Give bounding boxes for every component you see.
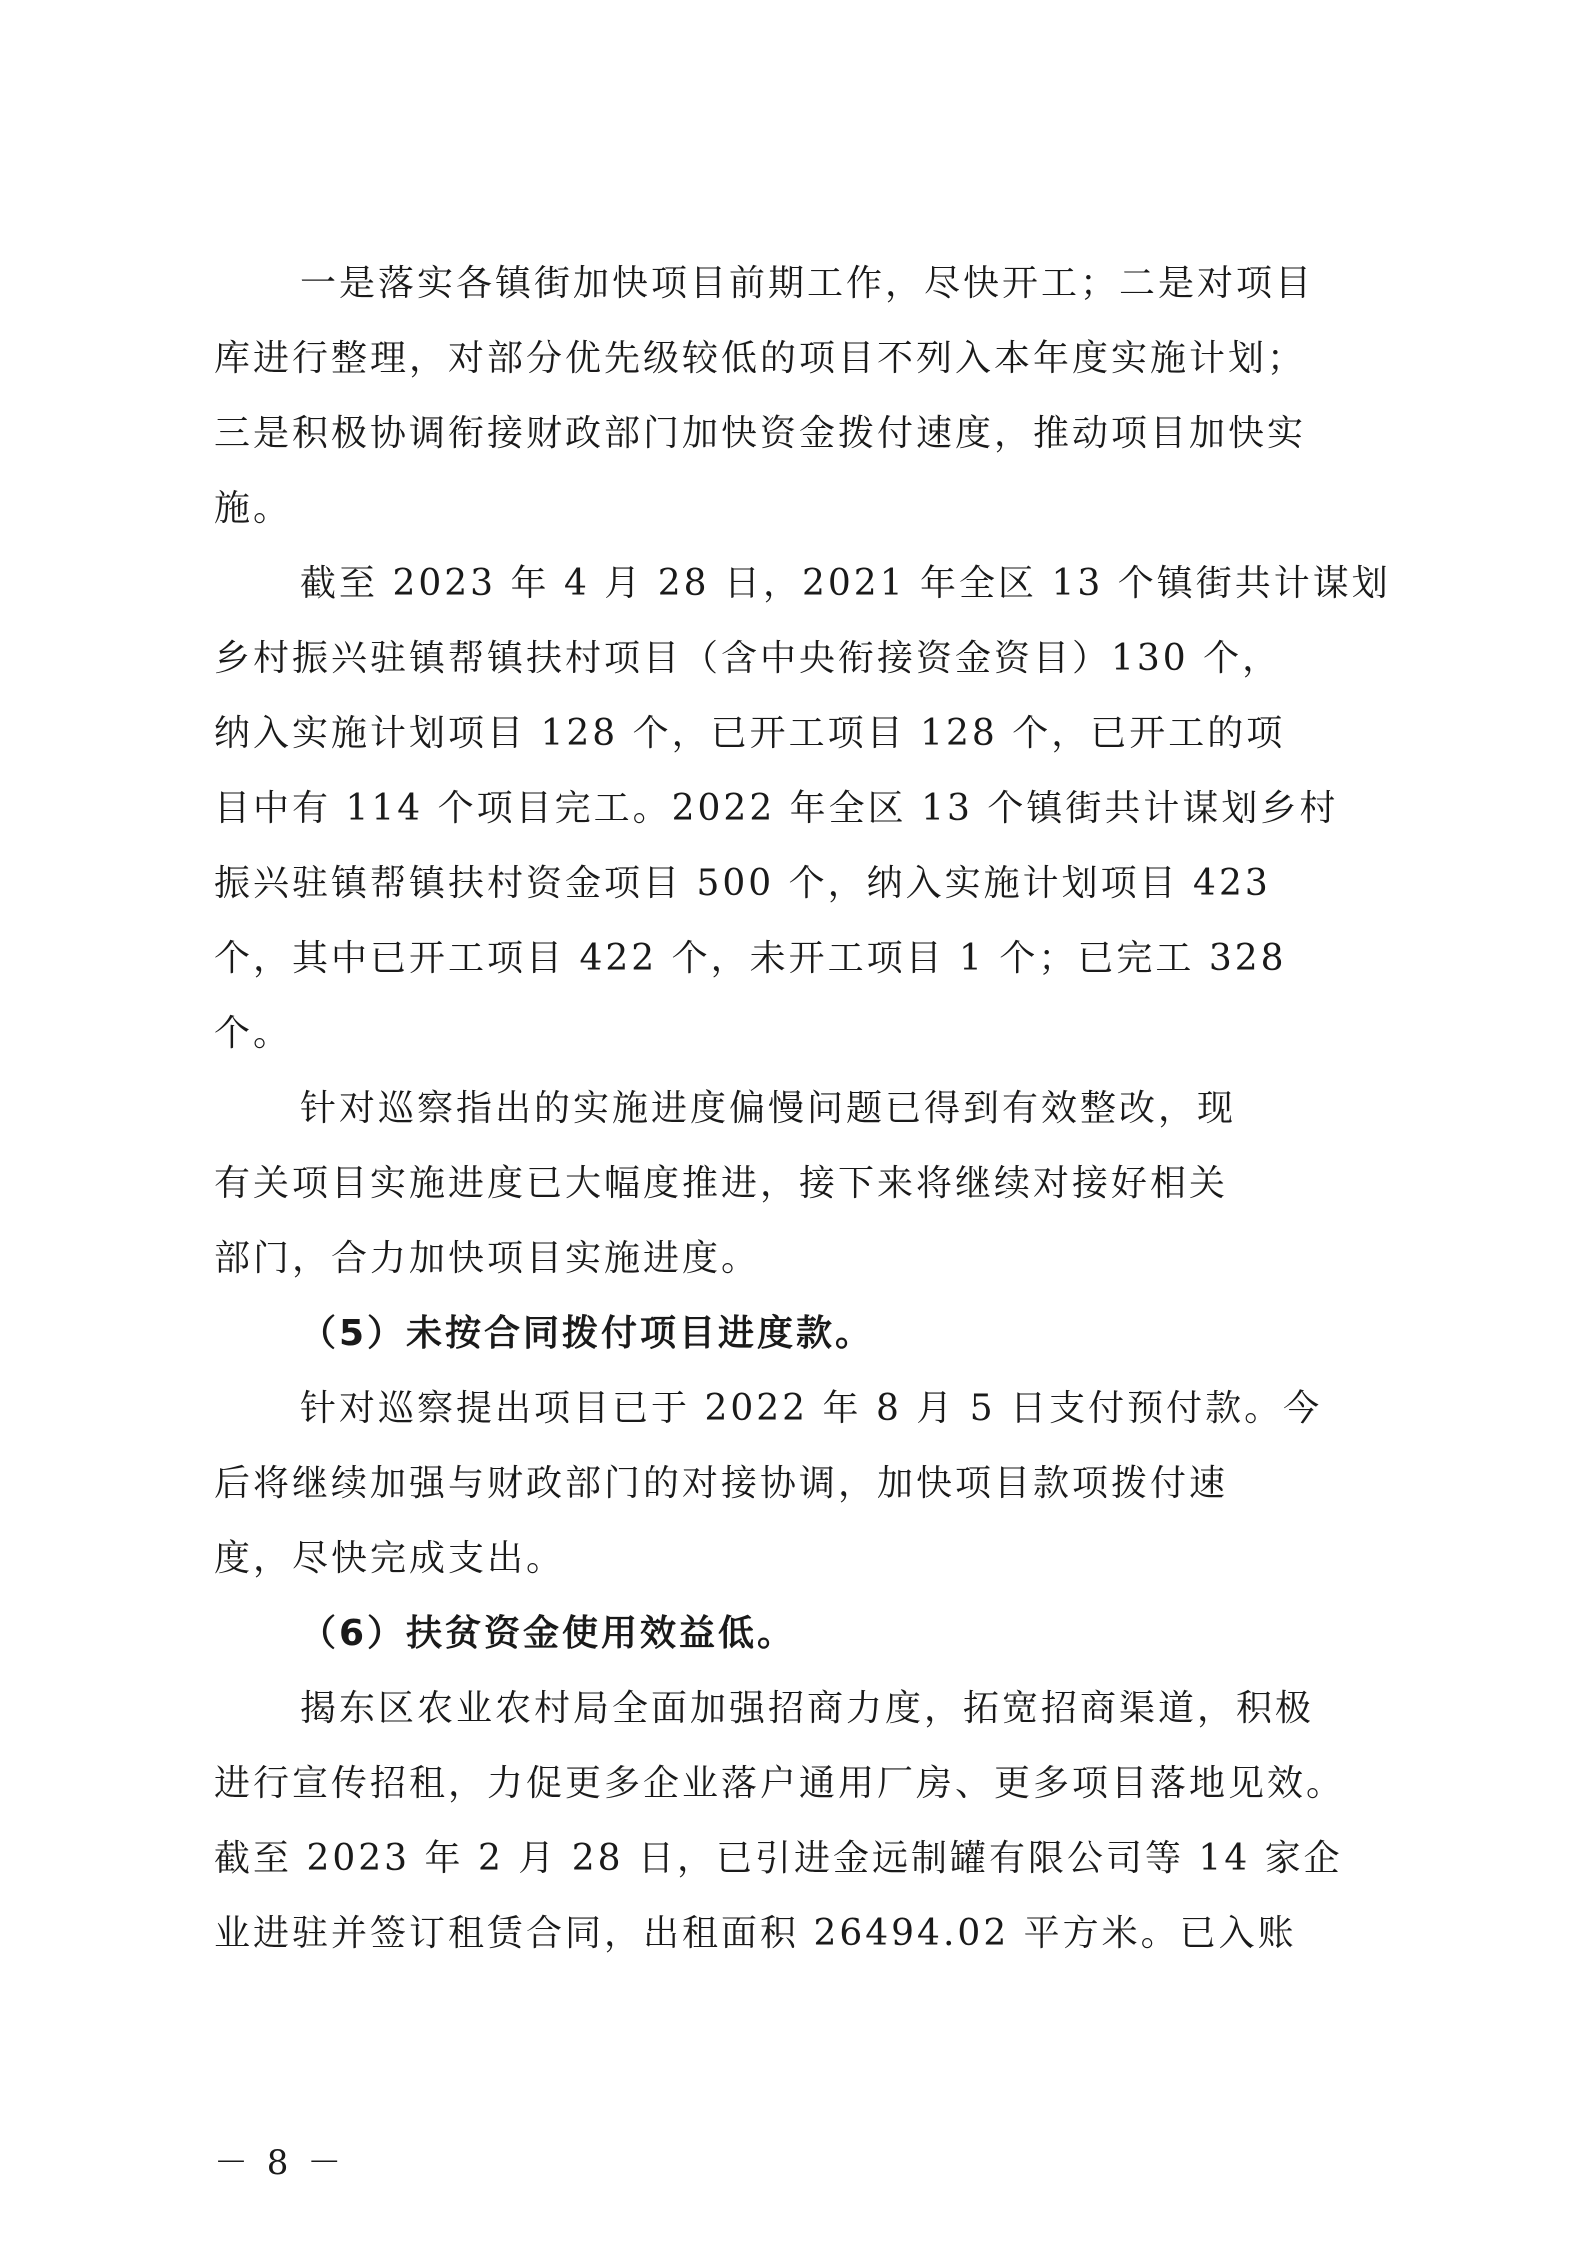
paragraph-2-line-3: 纳入实施计划项目 128 个，已开工项目 128 个，已开工的项 xyxy=(214,713,1286,754)
paragraph-2-line-7: 个。 xyxy=(214,1013,293,1054)
paragraph-5-line-3: 度，尽快完成支出。 xyxy=(214,1538,566,1579)
paragraph-2-line-1: 截至 2023 年 4 月 28 日，2021 年全区 13 个镇街共计谋划 xyxy=(300,563,1391,604)
section-heading-5: （5）未按合同拨付项目进度款。 xyxy=(300,1313,875,1354)
page-number: － 8 － xyxy=(214,2143,346,2183)
paragraph-2-line-2: 乡村振兴驻镇帮镇扶村项目（含中央衔接资金资目）130 个， xyxy=(214,638,1282,679)
paragraph-7-line-1: 揭东区农业农村局全面加强招商力度，拓宽招商渠道，积极 xyxy=(300,1688,1315,1729)
section-heading-6: （6）扶贫资金使用效益低。 xyxy=(300,1613,797,1654)
paragraph-7-line-2: 进行宣传招租，力促更多企业落户通用厂房、更多项目落地见效。 xyxy=(214,1763,1346,1804)
paragraph-7-line-3: 截至 2023 年 2 月 28 日，已引进金远制罐有限公司等 14 家企 xyxy=(214,1838,1343,1879)
paragraph-3-line-1: 针对巡察指出的实施进度偏慢问题已得到有效整改，现 xyxy=(300,1088,1237,1129)
paragraph-1-line-4: 施。 xyxy=(214,488,293,529)
paragraph-2-line-5: 振兴驻镇帮镇扶村资金项目 500 个，纳入实施计划项目 423 xyxy=(214,863,1271,904)
paragraph-1-line-2: 库进行整理，对部分优先级较低的项目不列入本年度实施计划； xyxy=(214,338,1307,379)
paragraph-5-line-2: 后将继续加强与财政部门的对接协调，加快项目款项拨付速 xyxy=(214,1463,1229,1504)
paragraph-1-line-3: 三是积极协调衔接财政部门加快资金拨付速度，推动项目加快实 xyxy=(214,413,1307,454)
paragraph-7-line-4: 业进驻并签订租赁合同，出租面积 26494.02 平方米。已入账 xyxy=(214,1913,1297,1954)
paragraph-1-line-1: 一是落实各镇街加快项目前期工作，尽快开工；二是对项目 xyxy=(300,263,1315,304)
paragraph-3-line-3: 部门，合力加快项目实施进度。 xyxy=(214,1238,761,1279)
paragraph-2-line-6: 个，其中已开工项目 422 个，未开工项目 1 个；已完工 328 xyxy=(214,938,1287,979)
paragraph-5-line-1: 针对巡察提出项目已于 2022 年 8 月 5 日支付预付款。今 xyxy=(300,1388,1323,1429)
paragraph-2-line-4: 目中有 114 个项目完工。2022 年全区 13 个镇街共计谋划乡村 xyxy=(214,788,1339,829)
paragraph-3-line-2: 有关项目实施进度已大幅度推进，接下来将继续对接好相关 xyxy=(214,1163,1229,1204)
